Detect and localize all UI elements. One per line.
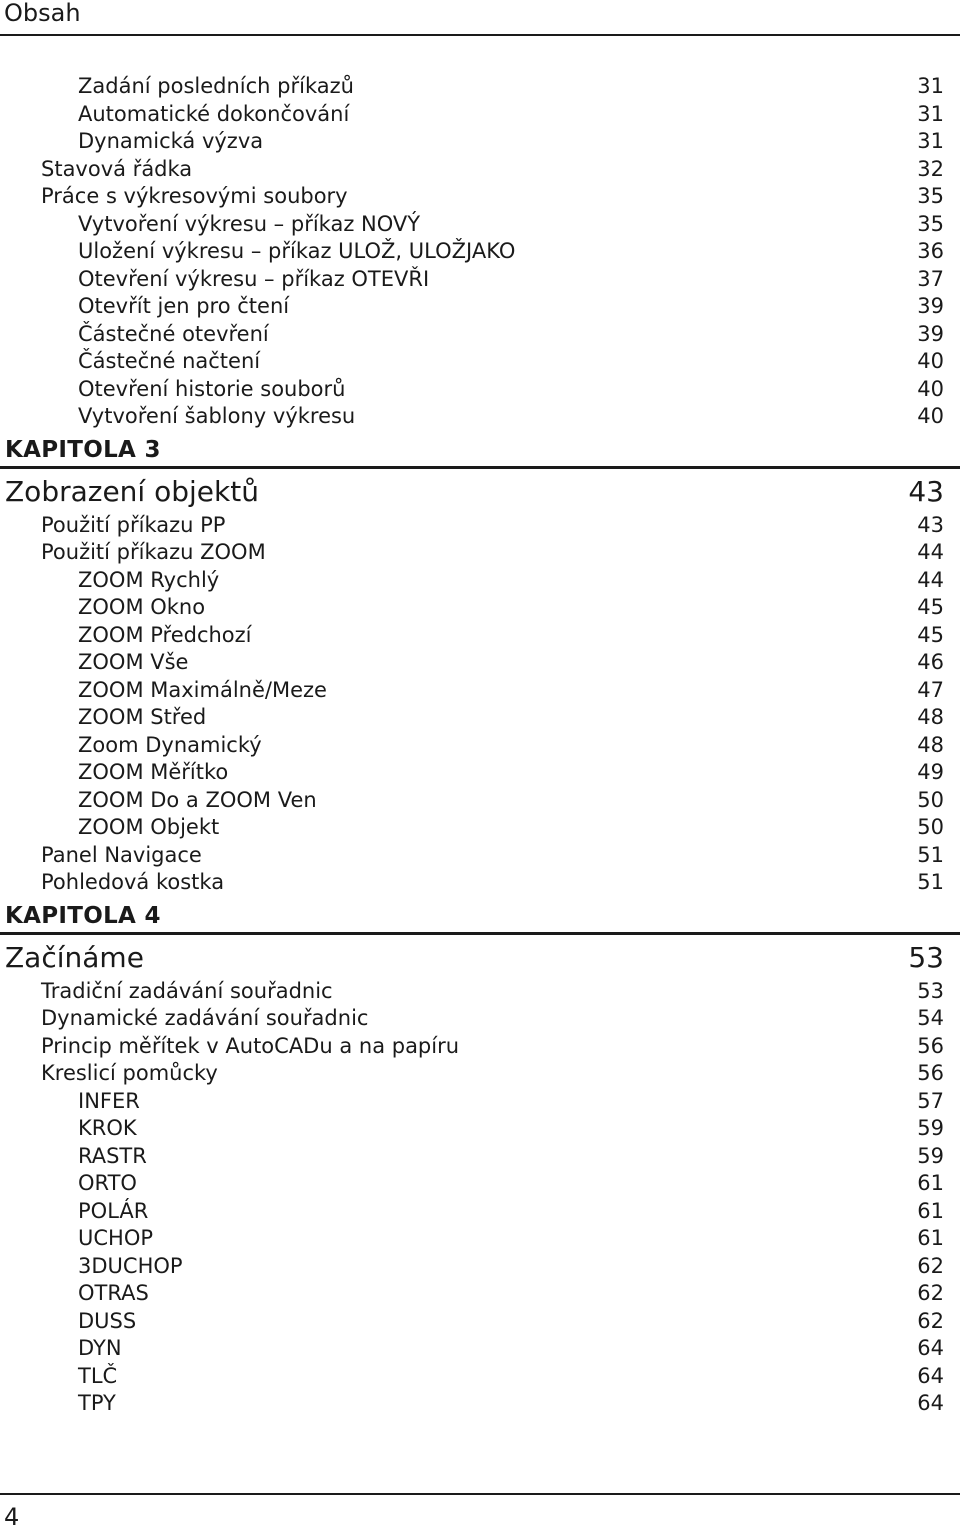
toc-entry-title: 3DUCHOP (78, 1253, 183, 1278)
toc-entry-page-number: 39 (917, 294, 944, 318)
toc-entry[interactable] (0, 1225, 960, 1253)
toc-entry-title: Pohledová kostka (41, 870, 225, 894)
chapter-page-number: 43 (908, 474, 944, 508)
toc-entry-page-number: 64 (917, 1336, 944, 1360)
toc-entry[interactable] (0, 403, 960, 431)
toc-entry[interactable] (0, 1033, 960, 1061)
toc-entry-page-number: 35 (917, 211, 944, 236)
toc-entry-page-number: 45 (917, 622, 944, 647)
chapter-title-row[interactable] (0, 472, 960, 512)
toc-entry-title: Stavová řádka (41, 156, 193, 181)
toc-entry-page-number: 32 (917, 156, 944, 181)
toc-entry-page-number: 31 (917, 101, 944, 126)
chapter-title: Zobrazení objektů (5, 474, 259, 508)
toc-entry-page-number: 40 (917, 349, 944, 373)
chapter-title-row[interactable] (0, 938, 960, 978)
toc-entry-page-number: 37 (917, 266, 944, 291)
toc-entry-title: Automatické dokončování (78, 101, 350, 126)
toc-entry[interactable] (0, 348, 960, 376)
toc-entry-title: OTRAS (78, 1281, 149, 1305)
toc-entry[interactable] (0, 1060, 960, 1088)
toc-entry[interactable] (0, 1280, 960, 1308)
toc-entry-page-number: 59 (917, 1116, 944, 1140)
toc-entry-page-number: 51 (917, 870, 944, 894)
footer-page-number: 4 (4, 1503, 20, 1531)
toc-entry-title: Použití příkazu PP (41, 512, 226, 537)
toc-entry[interactable] (0, 1363, 960, 1391)
toc-entry-title: ZOOM Střed (78, 705, 207, 729)
toc-entry-title: Dynamická výzva (78, 129, 264, 153)
toc-entry-page-number: 59 (917, 1143, 944, 1168)
toc-entry[interactable] (0, 321, 960, 349)
toc-entry[interactable] (0, 1335, 960, 1363)
toc-entry-page-number: 54 (917, 1006, 944, 1030)
toc-entry[interactable] (0, 1115, 960, 1143)
toc-entry[interactable] (0, 649, 960, 677)
toc-entry[interactable] (0, 1198, 960, 1226)
toc-entry-page-number: 46 (917, 650, 944, 674)
toc-entry-title: ZOOM Měřítko (78, 760, 229, 784)
toc-entry-title: TLČ (78, 1363, 118, 1388)
toc-entry-title: Princip měřítek v AutoCADu a na papíru (41, 1033, 460, 1058)
toc-entry[interactable] (0, 101, 960, 129)
toc-entry-page-number: 48 (917, 732, 944, 757)
toc-entry[interactable] (0, 677, 960, 705)
toc-entry-title: Otevřít jen pro čtení (78, 294, 290, 318)
toc-entry-page-number: 31 (917, 129, 944, 153)
toc-entry-page-number: 44 (917, 540, 944, 564)
toc-entry[interactable] (0, 759, 960, 787)
toc-entry[interactable] (0, 1143, 960, 1171)
toc-entry-page-number: 48 (917, 705, 944, 729)
toc-entry-title: Vytvoření výkresu – příkaz NOVÝ (78, 211, 421, 236)
toc-entry-page-number: 62 (917, 1308, 944, 1333)
toc-entry[interactable] (0, 869, 960, 897)
toc-entry-page-number: 61 (917, 1226, 944, 1250)
toc-entry-title: POLÁR (78, 1198, 149, 1223)
toc-entry-title: INFER (78, 1088, 140, 1113)
toc-entry[interactable] (0, 238, 960, 266)
toc-entry-page-number: 43 (917, 512, 944, 537)
toc-entry-title: Použití příkazu ZOOM (41, 540, 266, 564)
toc-entry-title: ZOOM Předchozí (78, 622, 252, 647)
toc-entry[interactable] (0, 156, 960, 184)
toc-entry[interactable] (0, 1005, 960, 1033)
toc-entry-title: Otevření historie souborů (78, 376, 346, 401)
table-of-contents (0, 73, 960, 1418)
toc-entry-page-number: 56 (917, 1061, 944, 1085)
toc-entry-page-number: 40 (917, 404, 944, 428)
toc-entry[interactable] (0, 1088, 960, 1116)
toc-entry-title: UCHOP (78, 1226, 154, 1250)
toc-entry-page-number: 47 (917, 677, 944, 702)
toc-entry-page-number: 57 (917, 1088, 944, 1113)
toc-entry[interactable] (0, 594, 960, 622)
chapter-label: KAPITOLA 4 (0, 900, 960, 935)
toc-entry-title: DYN (78, 1336, 122, 1360)
toc-entry-page-number: 62 (917, 1281, 944, 1305)
toc-entry-page-number: 35 (917, 184, 944, 208)
chapter-title: Začínáme (5, 940, 144, 974)
toc-entry-title: ZOOM Okno (78, 595, 206, 619)
toc-entry[interactable] (0, 978, 960, 1006)
toc-entry-title: ZOOM Rychlý (78, 567, 220, 592)
chapter-page-number: 53 (908, 940, 944, 974)
toc-entry[interactable] (0, 128, 960, 156)
toc-entry-page-number: 44 (917, 567, 944, 592)
toc-entry-page-number: 50 (917, 815, 944, 839)
toc-entry-title: ZOOM Objekt (78, 815, 220, 839)
toc-entry-page-number: 45 (917, 595, 944, 619)
toc-entry-page-number: 39 (917, 321, 944, 346)
toc-entry-page-number: 61 (917, 1198, 944, 1223)
toc-entry-title: KROK (78, 1116, 137, 1140)
toc-entry[interactable] (0, 622, 960, 650)
toc-entry-title: DUSS (78, 1308, 137, 1333)
toc-entry[interactable] (0, 293, 960, 321)
toc-entry[interactable] (0, 1308, 960, 1336)
toc-entry[interactable] (0, 787, 960, 815)
toc-entry[interactable] (0, 183, 960, 211)
toc-entry-title: Částečné otevření (78, 321, 269, 346)
toc-entry-page-number: 49 (917, 760, 944, 784)
toc-entry-title: Částečné načtení (78, 349, 261, 373)
toc-entry-title: Tradiční zadávání souřadnic (41, 978, 333, 1003)
toc-entry-title: ZOOM Do a ZOOM Ven (78, 787, 317, 812)
toc-entry-page-number: 40 (917, 376, 944, 401)
toc-entry[interactable] (0, 512, 960, 540)
toc-entry-page-number: 50 (917, 787, 944, 812)
toc-entry[interactable] (0, 732, 960, 760)
toc-entry-title: ORTO (78, 1171, 137, 1195)
toc-entry-page-number: 64 (917, 1391, 944, 1415)
toc-entry[interactable] (0, 704, 960, 732)
toc-entry-title: Zadání posledních příkazů (78, 74, 354, 98)
page-header-title: Obsah (4, 0, 81, 27)
toc-entry-page-number: 36 (917, 239, 944, 263)
toc-entry-page-number: 62 (917, 1253, 944, 1278)
toc-entry[interactable] (0, 211, 960, 239)
toc-entry-title: ZOOM Vše (78, 650, 189, 674)
toc-entry-title: TPY (78, 1391, 116, 1415)
toc-entry-title: Vytvoření šablony výkresu (78, 404, 356, 428)
toc-entry-page-number: 51 (917, 842, 944, 867)
toc-entry[interactable] (0, 1390, 960, 1418)
toc-entry[interactable] (0, 539, 960, 567)
toc-entry-title: RASTR (78, 1143, 147, 1168)
toc-entry[interactable] (0, 266, 960, 294)
header-rule (0, 34, 960, 36)
footer-rule (0, 1493, 960, 1495)
toc-entry[interactable] (0, 814, 960, 842)
toc-entry[interactable] (0, 1253, 960, 1281)
toc-entry-title: Dynamické zadávání souřadnic (41, 1006, 369, 1030)
toc-entry-title: Zoom Dynamický (78, 732, 262, 757)
toc-entry-title: ZOOM Maximálně/Meze (78, 677, 327, 702)
toc-entry-title: Uložení výkresu – příkaz ULOŽ, ULOŽJAKO (78, 239, 516, 263)
toc-entry[interactable] (0, 1170, 960, 1198)
toc-entry-page-number: 61 (917, 1171, 944, 1195)
chapter-label: KAPITOLA 3 (0, 434, 960, 469)
toc-entry[interactable] (0, 567, 960, 595)
toc-entry-title: Kreslicí pomůcky (41, 1061, 218, 1085)
toc-entry-title: Práce s výkresovými soubory (41, 184, 348, 208)
toc-entry-page-number: 64 (917, 1363, 944, 1388)
toc-entry[interactable] (0, 842, 960, 870)
toc-entry-title: Otevření výkresu – příkaz OTEVŘI (78, 266, 430, 291)
toc-entry-page-number: 31 (917, 74, 944, 98)
toc-entry-page-number: 56 (917, 1033, 944, 1058)
toc-entry[interactable] (0, 376, 960, 404)
toc-entry-page-number: 53 (917, 978, 944, 1003)
toc-entry-title: Panel Navigace (41, 842, 202, 867)
toc-entry[interactable] (0, 73, 960, 101)
